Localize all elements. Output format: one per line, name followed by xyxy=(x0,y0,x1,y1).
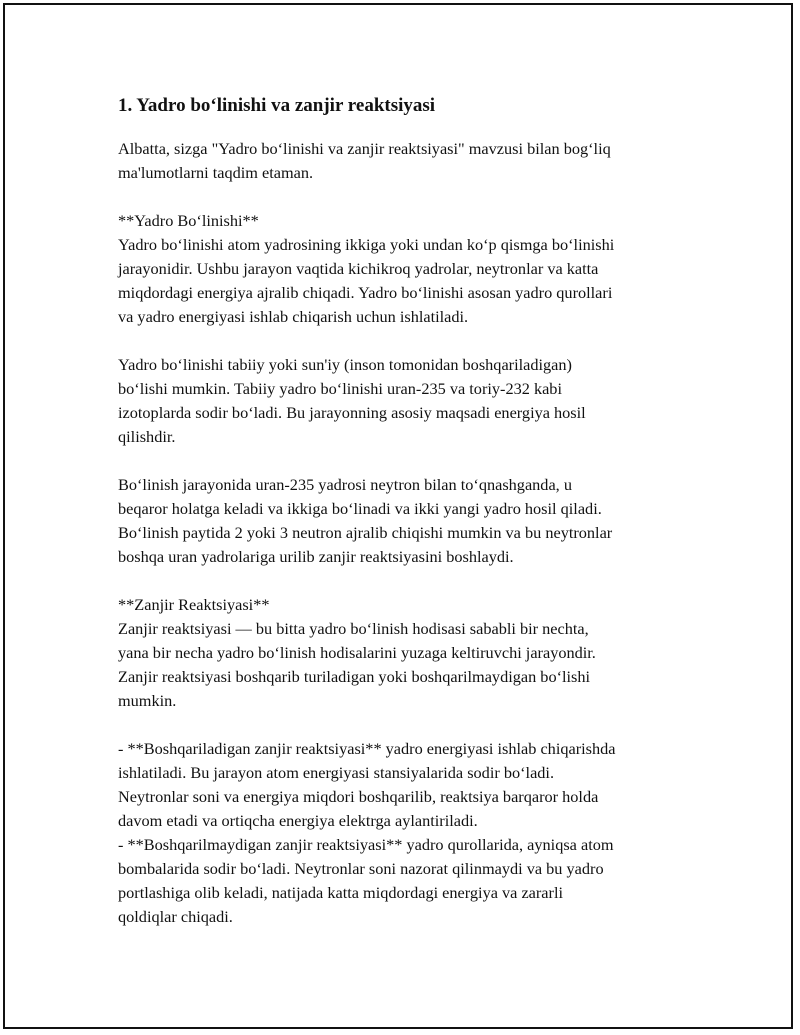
text-line: izotoplarda sodir bo‘ladi. Bu jarayonning asosiy maqsadi energiya hosil xyxy=(118,403,586,422)
intro-paragraph xyxy=(118,137,693,185)
text-line: boshqa uran yadrolariga urilib zanjir reaktsiyasini boshlaydi. xyxy=(118,547,514,566)
text-line: mumkin. xyxy=(118,691,177,710)
text-line: Yadro bo‘linishi tabiiy yoki sun'iy (inson tomonidan boshqariladigan) xyxy=(118,355,572,374)
text-line: Zanjir reaktsiyasi — bu bitta yadro bo‘linish hodisasi sababli bir nechta, xyxy=(118,619,589,638)
text-line: Neytronlar soni va energiya miqdori boshqarilib, reaktsiya barqaror holda xyxy=(118,787,599,806)
text-line: miqdordagi energiya ajralib chiqadi. Yadro bo‘linishi asosan yadro qurollari xyxy=(118,283,613,302)
text-line: Bo‘linish paytida 2 yoki 3 neutron ajralib chiqishi mumkin va bu neytronlar xyxy=(118,523,613,542)
text-line: bombalarida sodir bo‘ladi. Neytronlar soni nazorat qilinmaydi va bu yadro xyxy=(118,859,604,878)
fission-process-paragraph xyxy=(118,473,693,569)
text-line: qoldiqlar chiqadi. xyxy=(118,907,233,926)
chain-reaction-types-list xyxy=(118,737,693,929)
text-line: Albatta, sizga "Yadro bo‘linishi va zanjir reaktsiyasi" mavzusi bilan bog‘liq xyxy=(118,139,611,158)
text-line: Bo‘linish jarayonida uran-235 yadrosi neytron bilan to‘qnashganda, u xyxy=(118,475,572,494)
chain-reaction-section xyxy=(118,593,693,713)
text-line: qilishdir. xyxy=(118,427,176,446)
list-item: - **Boshqarilmaydigan zanjir reaktsiyasi** yadro qurollarida, ayniqsa atom xyxy=(118,835,614,854)
text-line: Zanjir reaktsiyasi boshqarib turiladigan yoki boshqarilmaydigan bo‘lishi xyxy=(118,667,591,686)
section-heading: **Yadro Bo‘linishi** xyxy=(118,211,259,230)
text-line: beqaror holatga keladi va ikkiga bo‘linadi va ikki yangi yadro hosil qiladi. xyxy=(118,499,602,518)
text-line: Yadro bo‘linishi atom yadrosining ikkiga yoki undan ko‘p qismga bo‘linishi xyxy=(118,235,615,254)
text-line: portlashiga olib keladi, natijada katta miqdordagi energiya va zararli xyxy=(118,883,564,902)
fission-section xyxy=(118,209,693,329)
text-line: jarayonidir. Ushbu jarayon vaqtida kichikroq yadrolar, neytronlar va katta xyxy=(118,259,599,278)
text-line: yana bir necha yadro bo‘linish hodisalarini yuzaga keltiruvchi jarayondir. xyxy=(118,643,596,662)
text-line: ma'lumotlarni taqdim etaman. xyxy=(118,163,314,182)
document-body xyxy=(118,93,693,929)
section-heading: **Zanjir Reaktsiyasi** xyxy=(118,595,270,614)
text-line: bo‘lishi mumkin. Tabiiy yadro bo‘linishi uran-235 va toriy-232 kabi xyxy=(118,379,562,398)
natural-fission-paragraph xyxy=(118,353,693,449)
text-line: va yadro energiyasi ishlab chiqarish uchun ishlatiladi. xyxy=(118,307,469,326)
text-line: ishlatiladi. Bu jarayon atom energiyasi stansiyalarida sodir bo‘ladi. xyxy=(118,763,555,782)
list-item: - **Boshqariladigan zanjir reaktsiyasi** yadro energiyasi ishlab chiqarishda xyxy=(118,739,616,758)
text-line: davom etadi va ortiqcha energiya elektrga aylantiriladi. xyxy=(118,811,478,830)
document-title: 1. Yadro bo‘linishi va zanjir reaktsiyasi xyxy=(118,95,436,116)
